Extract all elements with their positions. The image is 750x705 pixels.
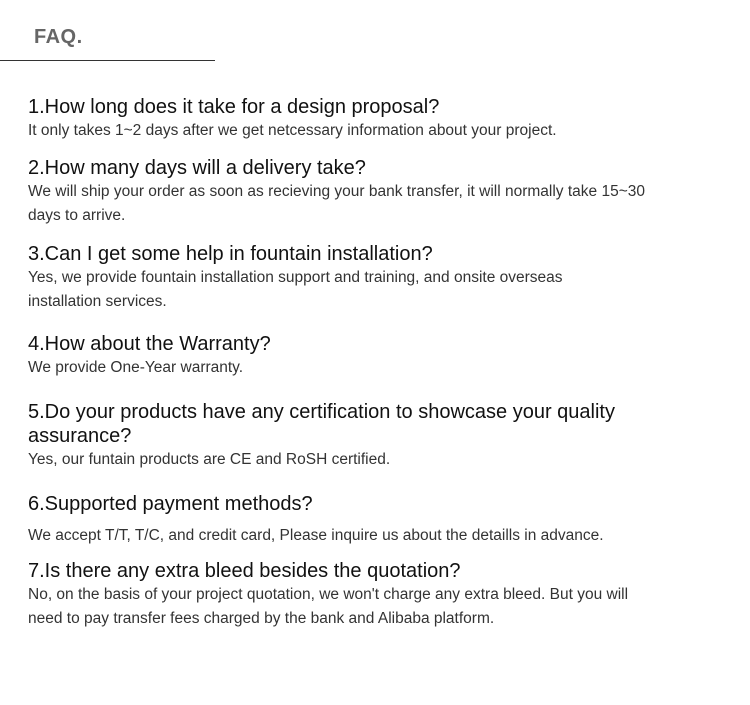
faq-question: 1.How long does it take for a design proposal? xyxy=(28,96,440,118)
page-title: FAQ. xyxy=(34,26,83,48)
faq-item-2 xyxy=(28,156,668,228)
faq-answer: We accept T/T, T/C, and credit card, Please inquire us about the detaills in advance. xyxy=(28,527,604,544)
faq-question: 5.Do your products have any certification to showcase your quality assurance? xyxy=(28,401,615,447)
faq-answer: It only takes 1~2 days after we get netcessary information about your project. xyxy=(28,122,557,139)
title-underline xyxy=(0,60,215,61)
faq-answer: We provide One-Year warranty. xyxy=(28,359,244,376)
faq-item-5 xyxy=(28,400,688,472)
faq-answer: Yes, we provide fountain installation support and training, and onsite overseas installation services. xyxy=(28,269,563,310)
faq-question: 2.How many days will a delivery take? xyxy=(28,157,366,179)
faq-item-7 xyxy=(28,559,648,631)
faq-item-3 xyxy=(28,242,638,314)
faq-question: 3.Can I get some help in fountain installation? xyxy=(28,243,433,265)
faq-answer: Yes, our funtain products are CE and RoSH certified. xyxy=(28,451,391,468)
faq-item-6 xyxy=(28,492,728,548)
faq-item-1 xyxy=(28,95,718,143)
faq-question: 7.Is there any extra bleed besides the quotation? xyxy=(28,560,461,582)
faq-question: 4.How about the Warranty? xyxy=(28,333,271,355)
faq-item-4 xyxy=(28,332,718,380)
faq-question: 6.Supported payment methods? xyxy=(28,493,313,515)
faq-answer: No, on the basis of your project quotation, we won't charge any extra bleed. But you will need to pay transfer fees charged by the bank and Alibaba platform. xyxy=(28,586,629,627)
faq-answer: We will ship your order as soon as recieving your bank transfer, it will normally take 15~30 days to arrive. xyxy=(28,183,645,224)
